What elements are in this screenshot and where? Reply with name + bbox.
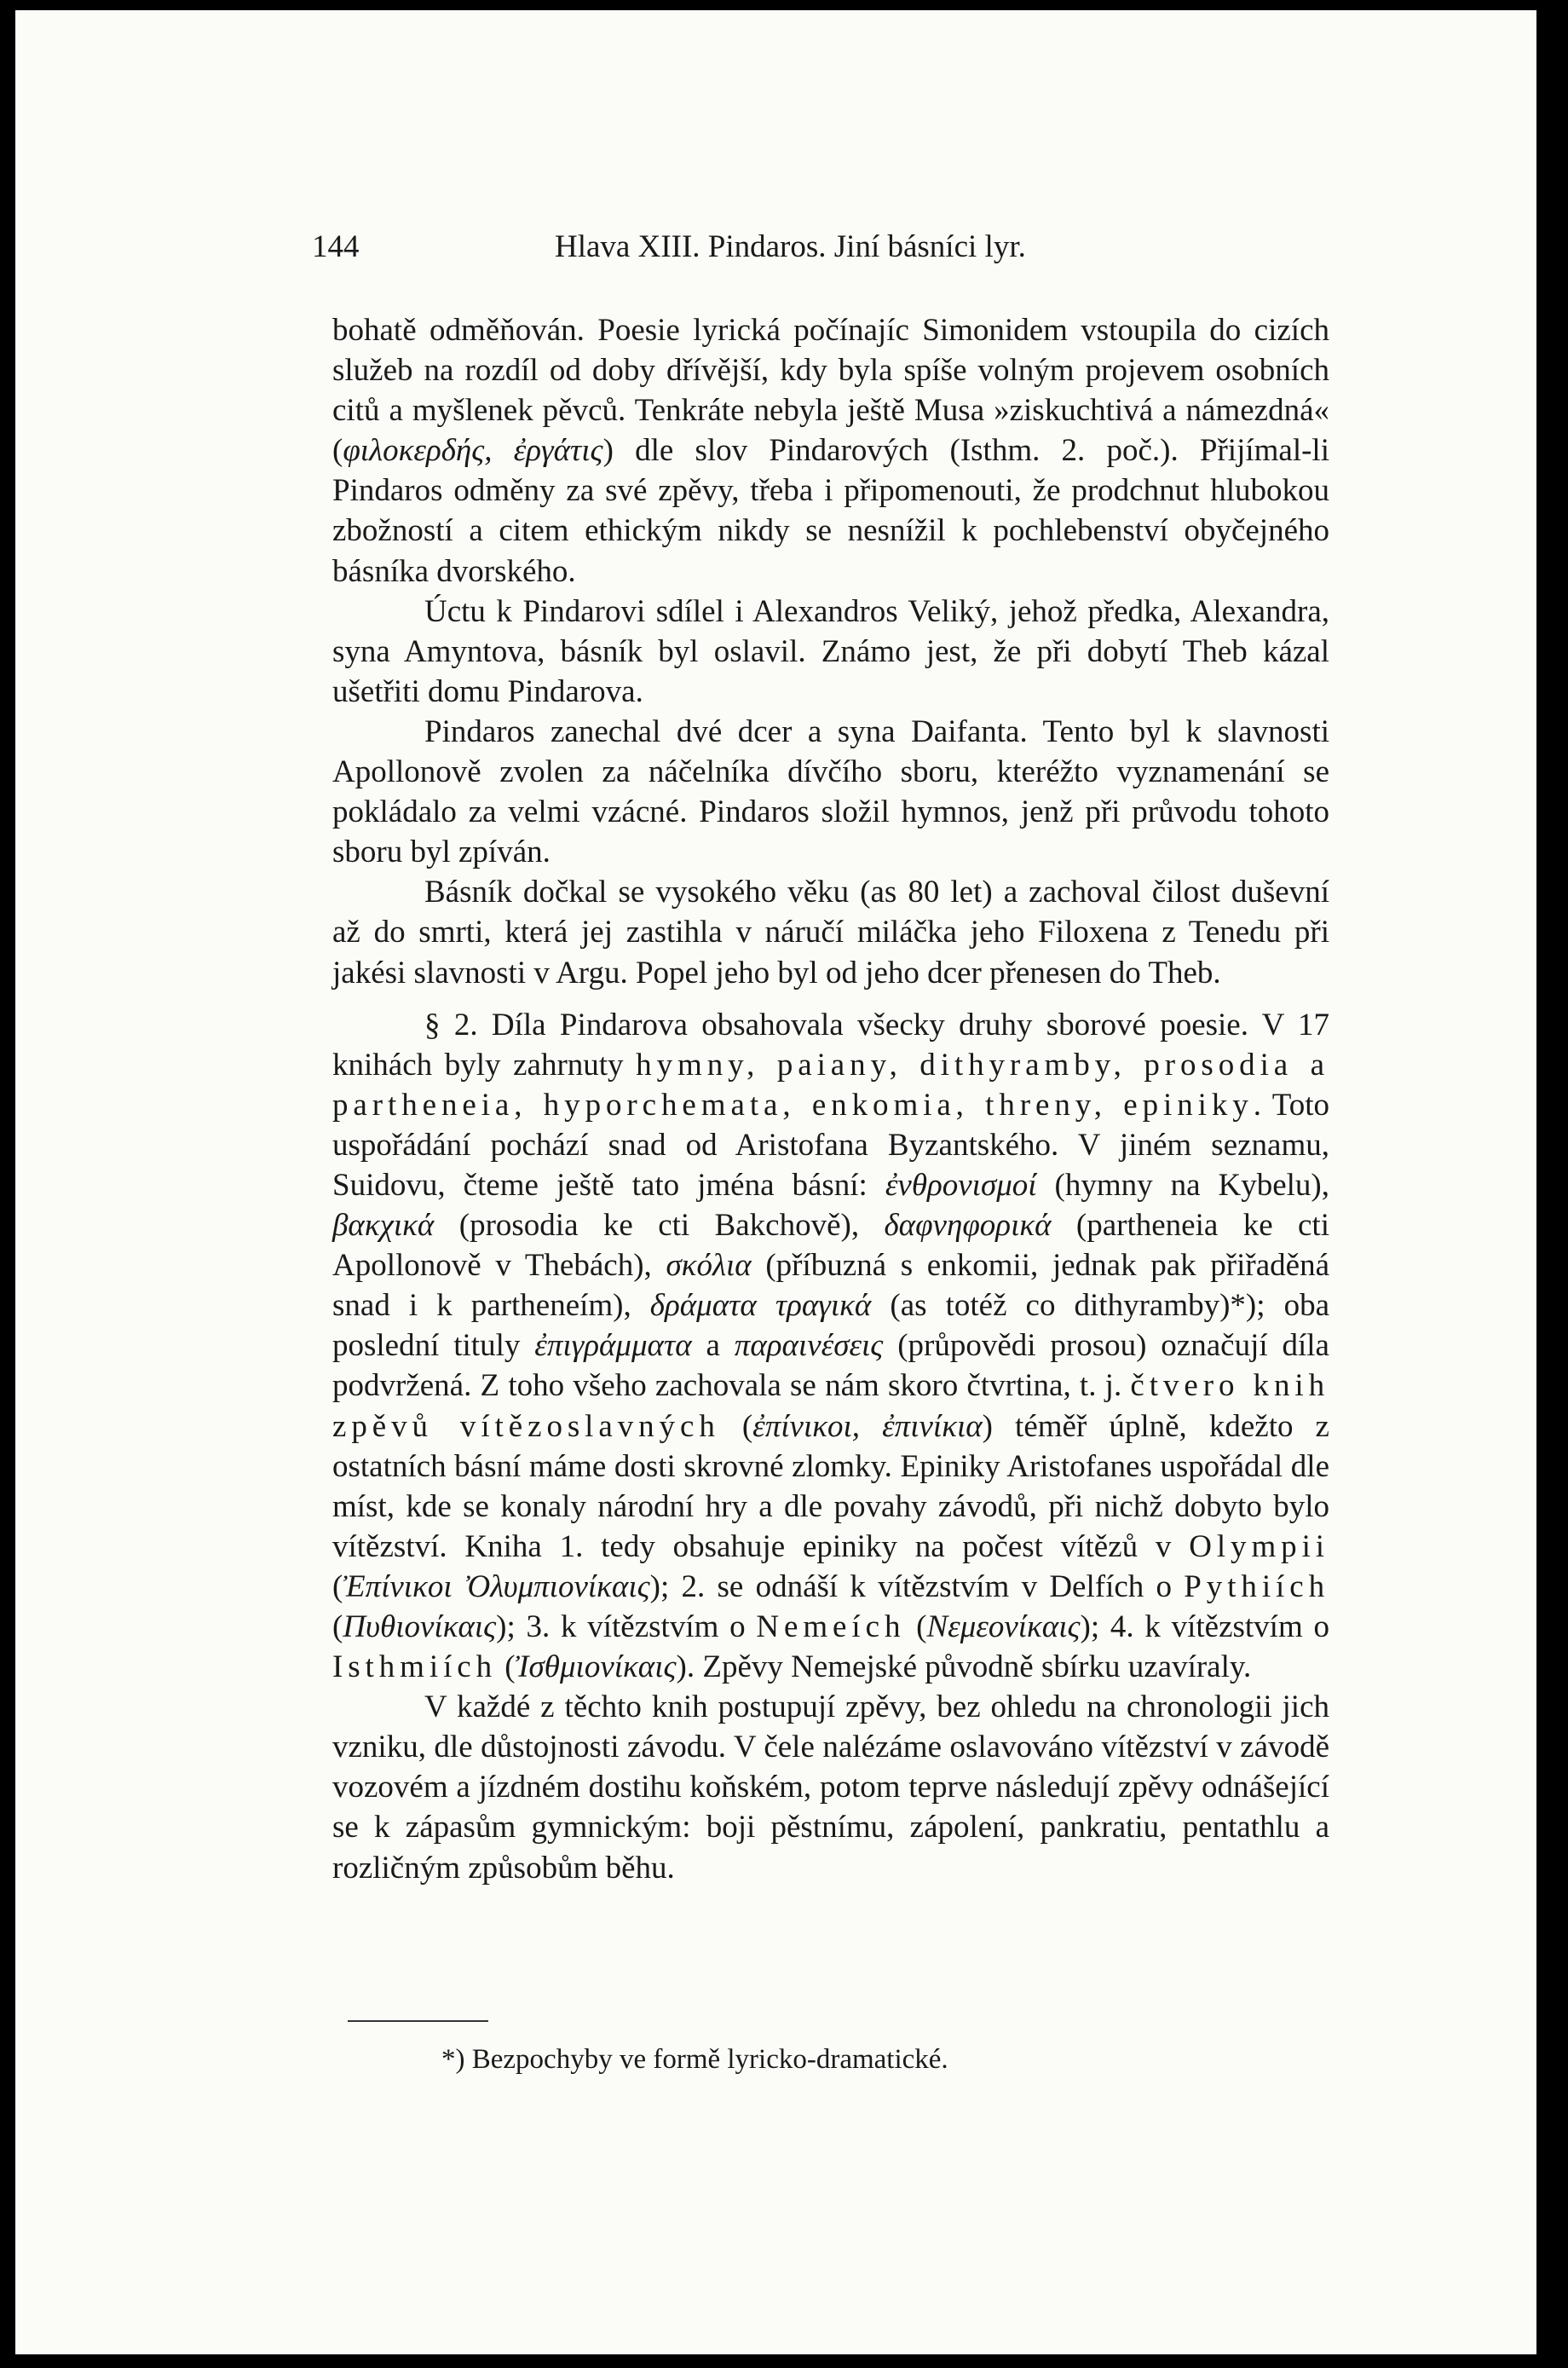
- text-run: ); 3. k vítězstvím o: [496, 1609, 757, 1644]
- greek-term: ἐπίνικοι, ἐπινίκια: [752, 1408, 983, 1444]
- spaced-emphasis: Pythiích: [1184, 1568, 1329, 1604]
- greek-term: παραινέσεις: [734, 1328, 884, 1364]
- text-run: (as totéž co dithyramby)*); oba poslední tituly: [332, 1288, 1329, 1364]
- text-run: (: [497, 1649, 516, 1685]
- paragraph-1: [332, 310, 1329, 592]
- chapter-title: Hlava XIII. Pindaros. Jiní básníci lyr.: [555, 229, 1026, 264]
- text-run: ); 2. se odnáší k vítězstvím v Delfích o: [649, 1568, 1185, 1604]
- spaced-emphasis: Nemeích: [756, 1609, 906, 1644]
- greek-term: Πυθιονίκαις: [343, 1609, 497, 1644]
- running-head: [312, 228, 1335, 266]
- paragraph-4: Básník dočkal se vysokého věku (as 80 let) a zachoval čilost duševní až do smrti, která jej zastihla v náručí miláčka jeho Filoxena z Tenedu při jakési slavnosti v Argu. Popel jeho byl od jeho dcer přenesen do Theb.: [332, 875, 1329, 991]
- greek-term: σκόλια: [666, 1248, 752, 1284]
- text-run: a: [691, 1328, 735, 1364]
- spaced-emphasis: hymny, paiany, dithyramby, prosodia a partheneia, hyporchemata, enkomia, threny, epiniky: [332, 1047, 1329, 1123]
- text-run: (hymny na Kybelu),: [1036, 1167, 1329, 1203]
- text-run: § 2. Díla Pindarova obsahovala všecky druhy sborové poesie. V 17 knihách byly zahrnuty: [332, 1007, 1329, 1083]
- paragraph-3: Pindaros zanechal dvé dcer a syna Daifanta. Tento byl k slavnosti Apollonově zvolen za náčelníka dívčího sboru, kteréžto vyznamenání se pokládalo za velmi vzácné. Pindaros složil hymnos, jenž při průvodu tohoto sboru byl zpíván.: [332, 713, 1329, 870]
- spaced-emphasis: Olympii: [1189, 1528, 1329, 1564]
- body-text: [332, 310, 1329, 1888]
- book-page: [15, 10, 1536, 2354]
- text-run: ); 4. k vítězstvím o: [1080, 1609, 1329, 1644]
- greek-term: Νεμεονίκαις: [926, 1609, 1081, 1644]
- greek-term: φιλοκερδής, ἐργάτις: [343, 433, 603, 469]
- text-run: (: [719, 1408, 753, 1444]
- text-run: (: [332, 1568, 343, 1604]
- greek-term: δράματα τραγικά: [649, 1288, 872, 1324]
- text-run: (příbuzná s enkomii, jednak pak přiřaděná snad i k partheneím),: [332, 1248, 1329, 1324]
- greek-term: Ἰσθμιονίκαις: [515, 1649, 677, 1685]
- greek-term: ἐνθρονισμοί: [885, 1167, 1037, 1203]
- text-run: . Toto uspořádání pochází snad od Aristofana Byzantského. V jiném seznamu, Suidovu, čteme ještě tato jména básní:: [332, 1087, 1329, 1203]
- text-run: (: [332, 1609, 343, 1644]
- greek-term: Ἐπίνικοι Ὀλυμπιονίκαις: [343, 1568, 650, 1604]
- text-run: ). Zpěvy Nemejské původně sbírku uzavíraly.: [676, 1649, 1252, 1685]
- text-run: (partheneia ke cti Apollonově v Thebách),: [332, 1208, 1329, 1284]
- text-run: bohatě odměňován. Poesie lyrická počínajíc Simonidem vstoupila do cizích služeb na rozdíl od doby dřívější, kdy byla spíše volným projevem osobních citů a myšlenek pěvců. Tenkráte nebyla ještě Musa »ziskuchtivá a námezdná« (: [332, 313, 1329, 469]
- footnote-rule: [348, 2020, 488, 2022]
- greek-term: βακχικά: [332, 1208, 435, 1244]
- page-number: 144: [312, 229, 360, 264]
- greek-term: ἐπιγράμματα: [534, 1328, 692, 1364]
- text-run: (prosodia ke cti Bakchově),: [434, 1208, 885, 1244]
- paragraph-2: Úctu k Pindarovi sdílel i Alexandros Veliký, jehož předka, Alexandra, syna Amyntova, básník byl oslavil. Známo jest, že při dobytí Theb kázal ušetřiti domu Pindarova.: [332, 593, 1329, 709]
- text-run: (průpovědi prosou) označují díla podvržená. Z toho všeho zachovala se nám skoro čtvrtina, t. j.: [332, 1328, 1329, 1404]
- text-run: (: [905, 1609, 927, 1644]
- spaced-emphasis: Isthmiích: [332, 1649, 498, 1685]
- text-run: ) téměř úplně, kdežto z ostatních básní máme dosti skrovné zlomky. Epiniky Aristofanes uspořádal dle míst, kde se konaly národní hry a dle povahy závodů, při nichž dobyto bylo vítězství. Kniha 1. tedy obsahuje epiniky na počest vítězů v: [332, 1408, 1329, 1564]
- footnote: *) Bezpochyby ve formě lyricko-dramatické.: [441, 2044, 948, 2075]
- spaced-emphasis: čtvero knih zpěvů vítězoslavných: [332, 1368, 1329, 1444]
- greek-term: δαφνηφορικά: [884, 1208, 1052, 1244]
- paragraph-section-2: [332, 1005, 1329, 1688]
- paragraph-6: V každé z těchto knih postupují zpěvy, bez ohledu na chronologii jich vzniku, dle důstojnosti závodu. V čele nalézáme oslavováno vítězství v závodě vozovém a jízdném dostihu koňském, potom teprve následují zpěvy odnášející se k zápasům gymnickým: boji pěstnímu, zápolení, pankratiu, pentathlu a rozličným způsobům běhu.: [332, 1689, 1329, 1886]
- text-run: ) dle slov Pindarových (Isthm. 2. poč.). Přijímal-li Pindaros odměny za své zpěvy, třeba i připomenouti, že prodchnut hlubokou zbožností a citem ethickým nikdy se nesnížil k pochlebenství obyčejného básníka dvorského.: [332, 433, 1329, 589]
